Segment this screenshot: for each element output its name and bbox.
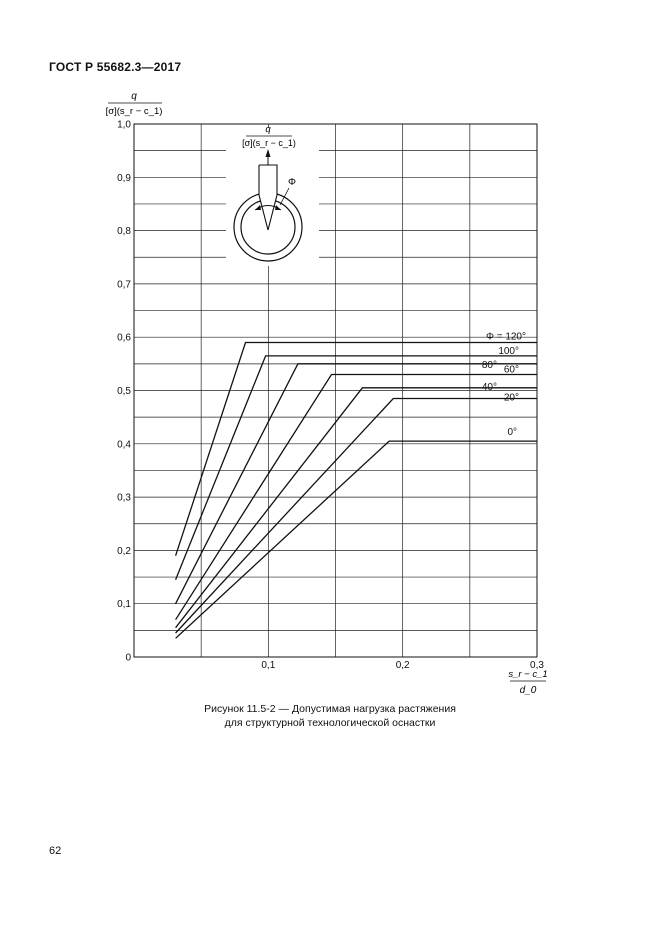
y-tick-label: 0,9 xyxy=(117,172,131,184)
inset-label-denominator: [σ](s_r − c_1) xyxy=(242,138,296,148)
inset-label-numerator: q xyxy=(265,124,271,135)
chart-tick-labels xyxy=(117,120,544,672)
x-tick-label: 0,2 xyxy=(395,660,410,671)
y-tick-label: 0,7 xyxy=(117,279,131,291)
y-tick-label: 1,0 xyxy=(117,119,131,131)
y-axis-label-denominator: [σ](s_r − c_1) xyxy=(105,106,163,117)
series-label: 60° xyxy=(503,364,519,376)
inset-angle-label: Φ xyxy=(288,177,296,188)
y-tick-label: 0,4 xyxy=(117,439,131,451)
series-label: Φ = 120° xyxy=(485,331,526,343)
x-axis-label-numerator: s_r − c_1 xyxy=(508,669,548,680)
inset-diagram xyxy=(226,124,319,266)
y-tick-label: 0,6 xyxy=(117,332,131,344)
y-axis-label xyxy=(106,91,163,117)
y-tick-label: 0 xyxy=(125,652,131,664)
figure-caption-line-1: Рисунок 11.5-2 — Допустимая нагрузка растяжения xyxy=(204,703,456,715)
series-line xyxy=(176,364,537,604)
series-label: 80° xyxy=(481,359,497,371)
series-line xyxy=(176,388,537,628)
series-line xyxy=(176,399,537,634)
x-tick-label: 0,3 xyxy=(530,660,544,671)
y-tick-label: 0,2 xyxy=(117,545,131,557)
series-label: 20° xyxy=(503,392,519,404)
x-axis-label xyxy=(508,669,547,696)
page-number: 62 xyxy=(49,845,62,857)
y-axis-label-numerator: q xyxy=(131,91,137,102)
y-tick-label: 0,1 xyxy=(117,599,131,611)
y-tick-label: 0,8 xyxy=(117,226,131,238)
series-label: 40° xyxy=(481,381,497,393)
x-tick-label: 0,1 xyxy=(261,660,276,671)
chart-grid xyxy=(134,124,537,657)
series-label: 100° xyxy=(498,345,519,357)
document-header: ГОСТ Р 55682.3—2017 xyxy=(49,60,182,74)
series-label: 0° xyxy=(507,427,517,439)
y-tick-label: 0,3 xyxy=(117,492,131,504)
y-tick-label: 0,5 xyxy=(117,386,131,397)
chart-series-labels xyxy=(482,332,526,439)
figure-caption-line-2: для структурной технологической оснастки xyxy=(224,717,436,729)
x-axis-label-denominator: d_0 xyxy=(519,685,537,696)
